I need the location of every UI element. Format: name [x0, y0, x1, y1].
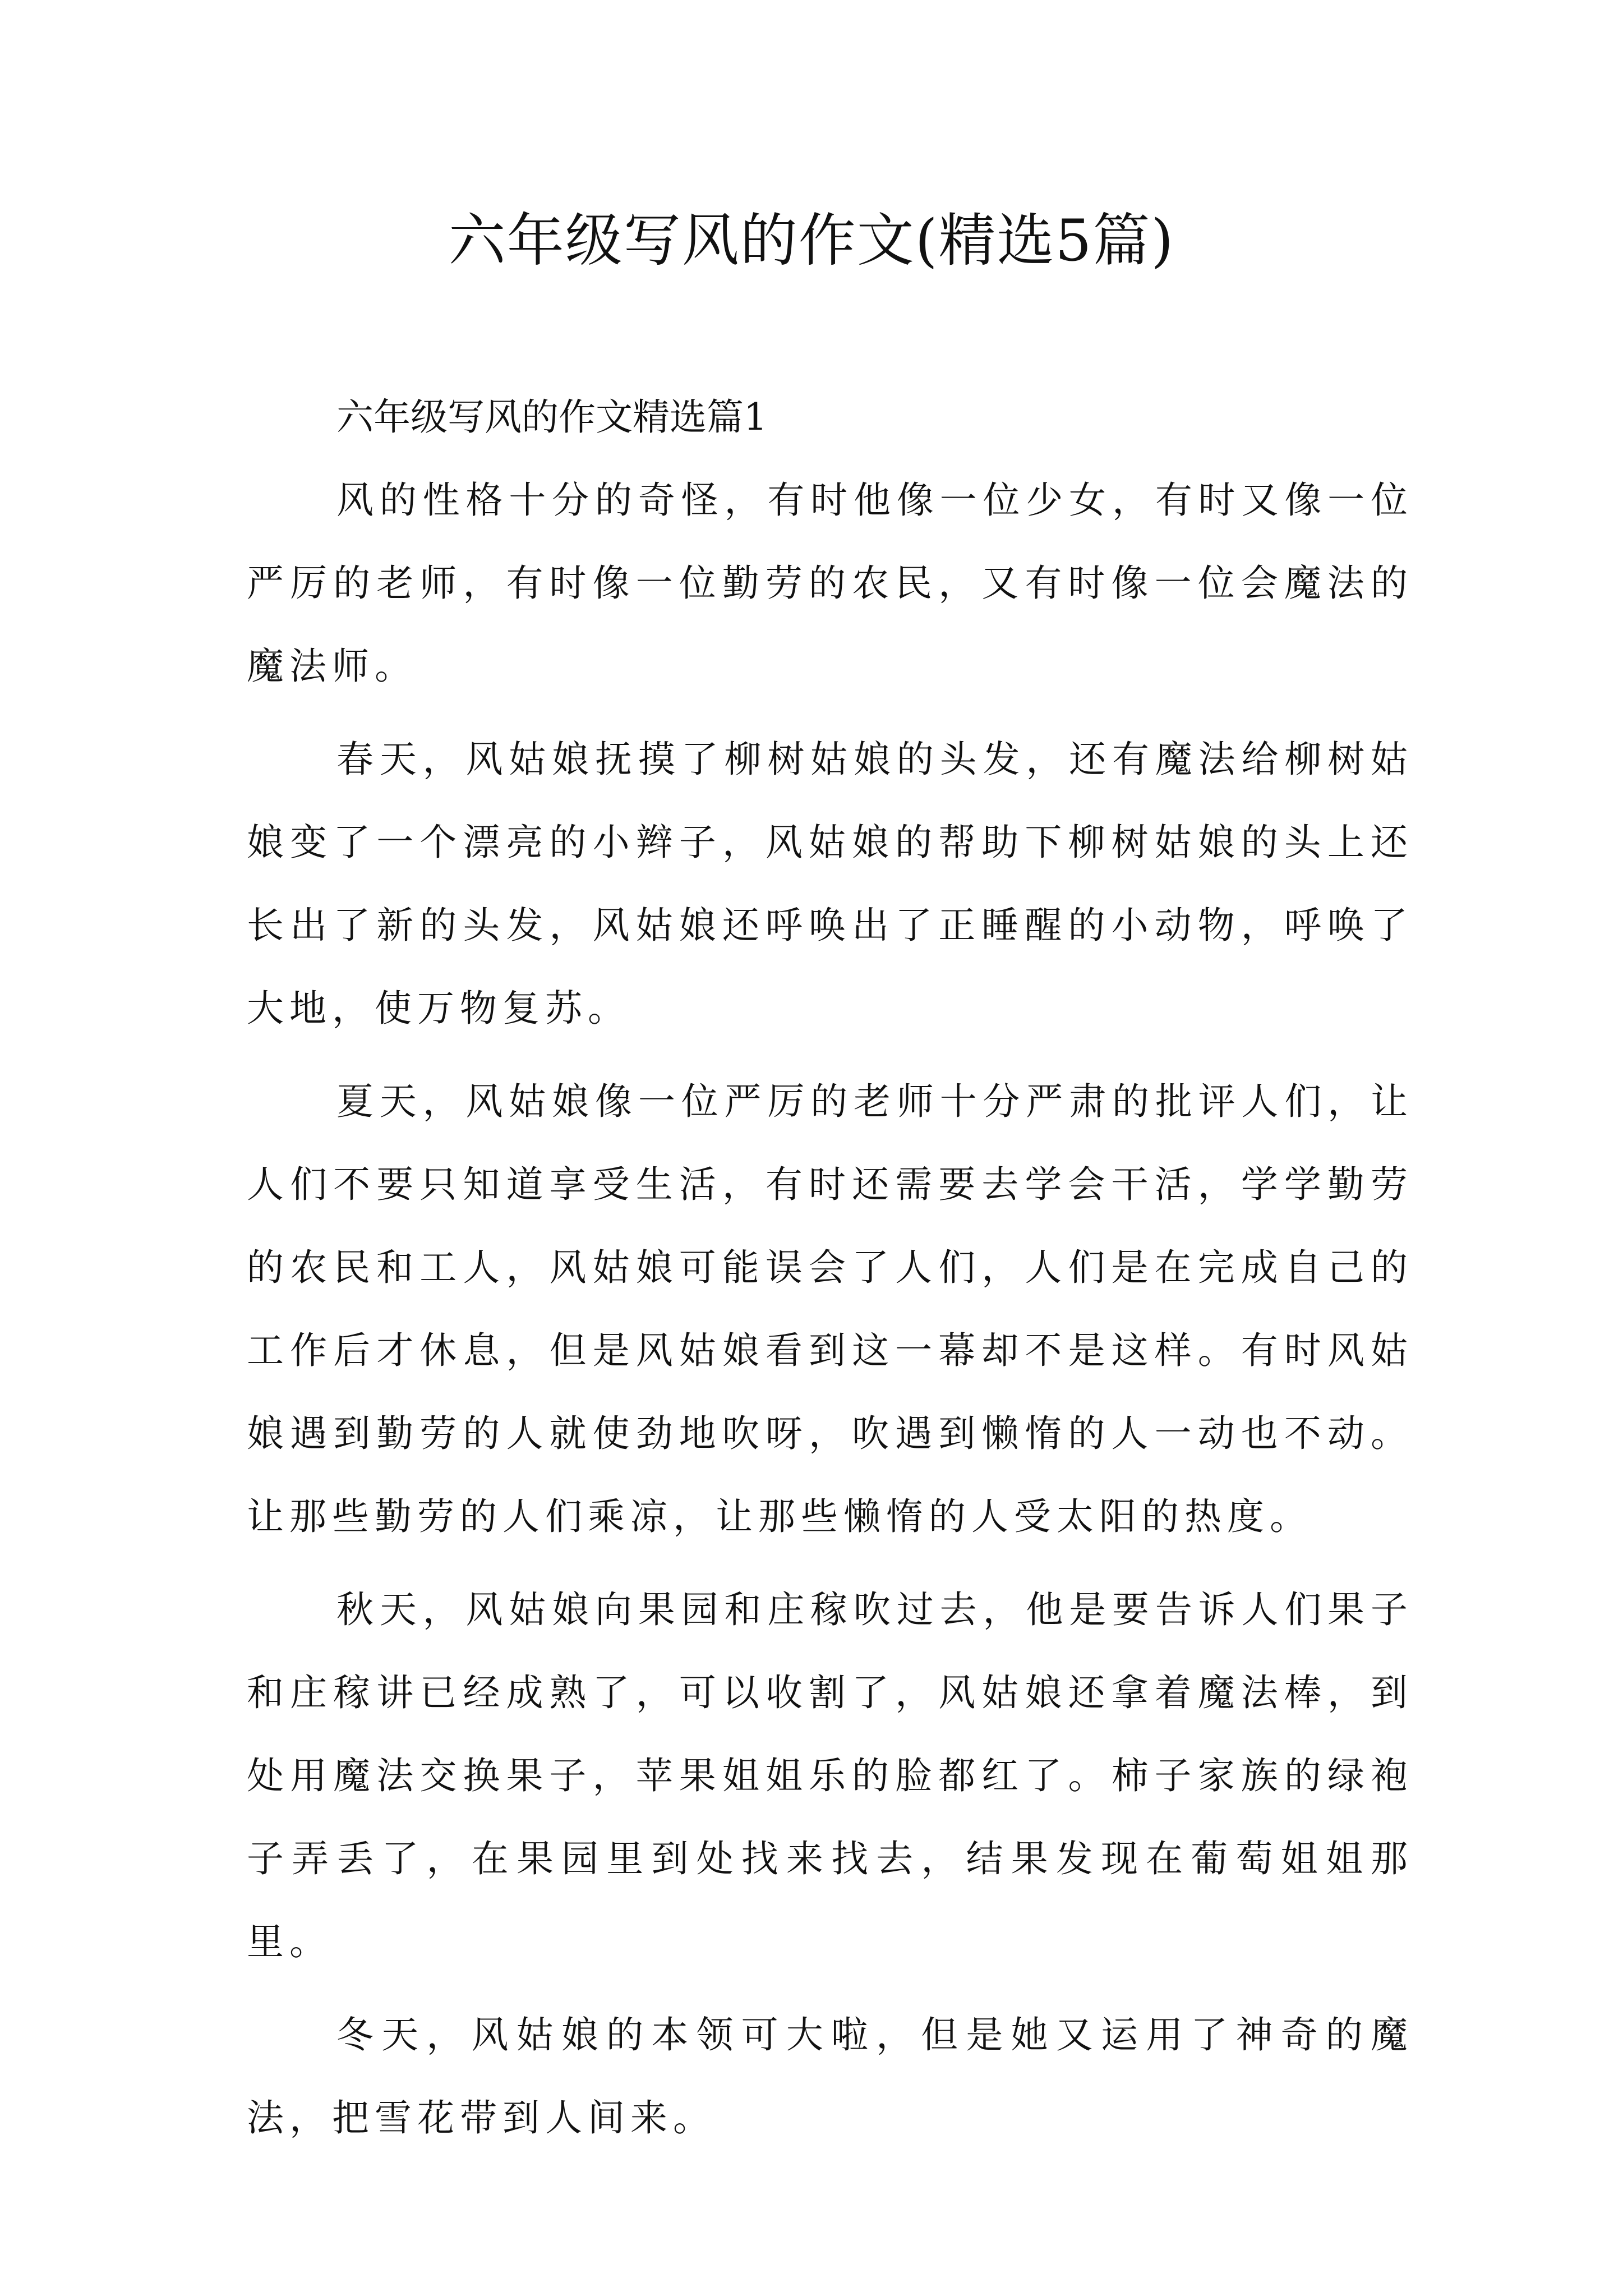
paragraph-1: 风的性格十分的奇怪，有时他像一位少女，有时又像一位严厉的老师，有时像一位勤劳的农民，又有时像一位会魔法的魔法师。 [247, 478, 1413, 688]
paragraph-4: 秋天，风姑娘向果园和庄稼吹过去，他是要告诉人们果子和庄稼讲已经成熟了，可以收割了，风姑娘还拿着魔法棒，到处用魔法交换果子，苹果姐姐乐的脸都红了。柿子家族的绿袍子弄丢了，在果园里到处找来找去，结果发现在葡萄姐姐那里。 [247, 1588, 1413, 1963]
paragraph-5: 冬天，风姑娘的本领可大啦，但是她又运用了神奇的魔法，把雪花带到人间来。 [247, 2013, 1413, 2139]
document-body [247, 376, 1413, 2170]
document-title: 六年级写风的作文(精选5篇) [448, 208, 1175, 274]
paragraph-3: 夏天，风姑娘像一位严厉的老师十分严肃的批评人们，让人们不要只知道享受生活，有时还需要去学会干活，学学勤劳的农民和工人，风姑娘可能误会了人们，人们是在完成自己的工作后才休息，但是风姑娘看到这一幕却不是这样。有时风姑娘遇到勤劳的人就使劲地吹呀，吹遇到懒惰的人一动也不动。让那些勤劳的人们乘凉，让那些懒惰的人受太阳的热度。 [247, 1080, 1413, 1538]
paragraph-2: 春天，风姑娘抚摸了柳树姑娘的头发，还有魔法给柳树姑娘变了一个漂亮的小辫子，风姑娘的帮助下柳树姑娘的头上还长出了新的头发，风姑娘还呼唤出了正睡醒的小动物，呼唤了大地，使万物复苏。 [247, 738, 1413, 1030]
section-heading: 六年级写风的作文精选篇1 [336, 395, 767, 439]
